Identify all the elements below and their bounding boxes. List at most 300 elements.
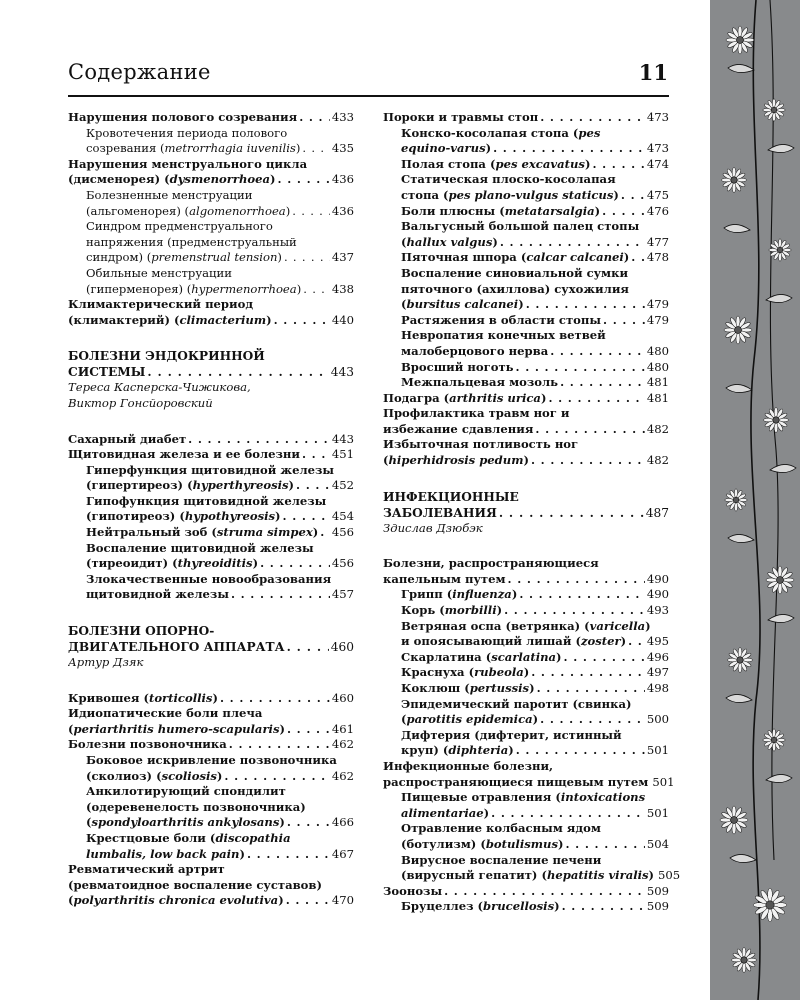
page-ref: 498	[646, 681, 669, 695]
entry-line	[86, 494, 354, 510]
latin-term: struma simpex	[216, 525, 313, 540]
leaf-icon	[766, 294, 792, 302]
toc-subentry	[383, 650, 669, 666]
entry-text: (климактерий) (	[68, 312, 180, 327]
entry-last-line	[86, 141, 354, 157]
latin-term: hypothyreosis	[184, 509, 276, 524]
entry-text: )	[239, 846, 245, 861]
entry-line	[86, 753, 354, 769]
entry-text: Подагра (	[383, 390, 450, 405]
entry-text: (	[401, 712, 407, 727]
entry-text: Гиперфункция щитовидной железы	[86, 462, 335, 477]
dot-leader	[603, 313, 645, 329]
entry-text: Скарлатина (	[401, 649, 492, 664]
entry-last-line	[401, 634, 669, 650]
entry-text: Корь (	[401, 603, 445, 618]
latin-term: hallux valgus	[406, 234, 493, 249]
entry-last-line	[383, 505, 669, 521]
dot-leader	[566, 837, 645, 853]
toc-subentry	[68, 219, 354, 266]
section-heading	[68, 623, 354, 655]
page-ref: 476	[646, 203, 669, 218]
entry-title	[401, 837, 564, 853]
entry-text: Болезненные менструации	[86, 187, 253, 202]
entry-title	[401, 375, 558, 391]
leaf-icon	[770, 464, 796, 472]
toc-entry	[68, 706, 354, 737]
entry-title	[401, 806, 489, 822]
entry-title	[68, 364, 145, 380]
toc-subentry	[383, 603, 669, 619]
latin-term: hepatitis viralis	[546, 868, 649, 883]
entry-text: Грипп (	[401, 587, 453, 602]
entry-text: Отравление колбасным ядом	[401, 821, 601, 836]
entry-text: Бруцеллез (	[401, 899, 484, 914]
latin-term: diphteria	[448, 743, 509, 758]
entry-title	[86, 204, 290, 220]
dot-leader	[516, 360, 645, 376]
stem-icon	[751, 0, 760, 1000]
toc-subentry	[68, 753, 354, 784]
flower-center-icon	[737, 37, 744, 44]
entry-title	[401, 344, 548, 360]
entry-text: Вросший ноготь	[401, 359, 514, 374]
entry-last-line	[86, 769, 354, 785]
entry-text: )	[529, 681, 535, 695]
toc-entry	[383, 391, 669, 407]
entry-title	[86, 525, 318, 541]
flower-center-icon	[766, 901, 774, 909]
dot-leader	[188, 432, 330, 448]
toc-subentry	[68, 541, 354, 572]
dot-leader	[560, 375, 645, 391]
entry-text: )	[285, 203, 291, 218]
page-ref: 475	[646, 187, 669, 202]
entry-last-line	[86, 282, 354, 298]
dot-leader	[287, 639, 329, 655]
page-ref: 470	[331, 893, 354, 908]
latin-term: discopathia	[215, 830, 291, 845]
page-ref: 435	[331, 141, 354, 156]
flower-center-icon	[771, 107, 777, 113]
latin-term: pes excavatus	[495, 156, 585, 171]
page-ref: 462	[331, 737, 354, 752]
floral-botanical-illustration-icon	[710, 0, 800, 1000]
toc-subentry	[383, 204, 669, 220]
entry-text: синдром) (	[86, 250, 152, 265]
entry-text: Избыточная потливость ног	[383, 437, 579, 452]
entry-last-line	[401, 743, 669, 759]
dot-leader	[274, 313, 330, 329]
dot-leader	[283, 509, 330, 525]
toc-subentry	[383, 619, 669, 650]
entry-text: )	[270, 172, 276, 187]
dot-leader	[499, 505, 644, 521]
entry-text: ЗАБОЛЕВАНИЯ	[383, 505, 497, 520]
entry-text: Анкилотирующий спондилит	[86, 784, 286, 799]
section-authors	[383, 521, 669, 537]
entry-text: Межпальцевая мозоль	[401, 375, 559, 390]
page-title: Содержание	[68, 60, 211, 84]
entry-last-line	[68, 722, 354, 738]
entry-line	[401, 126, 669, 142]
entry-last-line	[401, 250, 669, 266]
latin-term: pes	[578, 125, 601, 140]
entry-text: малоберцового нерва	[401, 343, 549, 358]
entry-line	[401, 697, 669, 713]
entry-text: Профилактика травм ног и	[383, 406, 570, 421]
dot-leader	[229, 737, 330, 753]
entry-last-line	[68, 313, 354, 329]
entry-line	[401, 172, 669, 188]
entry-title	[401, 141, 491, 157]
entry-line	[401, 328, 669, 344]
toc-subentry	[383, 790, 669, 821]
entry-last-line	[86, 815, 354, 831]
entry-text: (ревматоидное воспаление суставов)	[68, 877, 322, 892]
page-ref: 479	[646, 297, 669, 312]
dot-leader	[320, 525, 330, 541]
entry-text: )	[558, 836, 564, 851]
entry-last-line	[383, 391, 669, 407]
entry-text: (гипотиреоз) (	[86, 509, 185, 524]
entry-line	[86, 784, 354, 800]
latin-term: parotitis epidemica	[406, 712, 533, 727]
entry-title	[401, 297, 524, 313]
toc-subentry	[383, 219, 669, 250]
dot-leader	[231, 587, 330, 603]
entry-last-line	[401, 868, 681, 884]
entry-last-line	[86, 478, 354, 494]
entry-text: )	[554, 899, 560, 914]
entry-last-line	[68, 447, 354, 463]
entry-text: Болезни, распространяющиеся	[383, 556, 599, 571]
section-gap	[68, 671, 354, 691]
entry-text: )	[645, 618, 651, 633]
dot-leader	[537, 681, 645, 697]
entry-last-line	[383, 453, 669, 469]
entry-text: )	[485, 141, 492, 156]
toc-subentry	[383, 821, 669, 852]
latin-term: pes plano-vulgus staticus	[448, 187, 614, 202]
entry-title	[401, 712, 538, 728]
flower-center-icon	[731, 817, 738, 824]
entry-line	[86, 266, 354, 282]
entry-text: (	[68, 893, 74, 908]
entry-last-line	[68, 172, 354, 188]
dot-leader	[602, 204, 645, 220]
page-ref: 436	[331, 172, 354, 187]
entry-line	[401, 219, 669, 235]
latin-term: pertussis	[469, 681, 530, 695]
entry-text: )	[496, 603, 503, 618]
dot-leader	[508, 572, 645, 588]
entry-last-line	[401, 665, 669, 681]
entry-text: )	[266, 312, 272, 327]
entry-title	[86, 141, 300, 157]
entry-text: Вальгусный большой палец стопы	[401, 219, 640, 234]
dot-leader	[531, 665, 645, 681]
entry-title	[401, 665, 529, 681]
entry-text: Злокачественные новообразования	[86, 571, 332, 586]
entry-text: Конско-косолапая стопа (	[401, 125, 579, 140]
entry-last-line	[86, 525, 354, 541]
dot-leader	[519, 587, 645, 603]
entry-text: )	[584, 156, 591, 171]
latin-term: hiperhidrosis pedum	[388, 453, 524, 468]
leaf-icon	[730, 854, 756, 862]
page-ref: 490	[646, 571, 669, 586]
toc-entry	[68, 432, 354, 448]
entry-text: Растяжения в области стопы	[401, 312, 602, 327]
dot-leader	[531, 453, 645, 469]
section-authors	[68, 380, 354, 411]
entry-text: избежание сдавления	[383, 421, 534, 436]
entry-text: Воспаление щитовидной железы	[86, 540, 314, 555]
latin-term: influenza	[452, 587, 512, 602]
latin-term: hypermenorrhoea	[191, 281, 297, 296]
entry-text: Гипофункция щитовидной железы	[86, 493, 327, 508]
entry-last-line	[86, 250, 354, 266]
section-gap	[383, 536, 669, 556]
entry-text: Полая стопа (	[401, 156, 496, 171]
entry-title	[86, 250, 282, 266]
page-ref: 497	[646, 665, 669, 680]
entry-text: капельным путем	[383, 571, 506, 586]
toc-subentry	[383, 250, 669, 266]
page-ref: 482	[646, 421, 669, 436]
entry-text: Нарушения полового созревания	[68, 110, 298, 124]
section-heading	[68, 348, 354, 380]
entry-line	[401, 728, 669, 744]
entry-text: )	[540, 390, 547, 405]
entry-last-line	[383, 774, 675, 791]
entry-text: )	[279, 721, 285, 736]
toc-subentry	[68, 525, 354, 541]
entry-text: )	[523, 453, 529, 468]
entry-text: Инфекционные болезни,	[383, 758, 554, 773]
entry-last-line	[401, 235, 669, 251]
entry-title	[383, 775, 648, 791]
dot-leader	[631, 250, 645, 266]
entry-text: )	[648, 868, 655, 883]
leaf-icon	[726, 384, 752, 392]
dot-leader	[628, 634, 645, 650]
entry-last-line	[86, 847, 354, 863]
entry-title	[383, 422, 533, 438]
entry-last-line	[401, 650, 669, 666]
entry-title	[401, 188, 619, 204]
entry-line	[86, 541, 354, 557]
entry-text: (ботулизм) (	[401, 836, 486, 851]
latin-term: spondyloarthritis ankylosans	[91, 815, 280, 830]
entry-text: (	[401, 234, 407, 249]
entry-title	[86, 847, 245, 863]
entry-last-line	[401, 344, 669, 360]
entry-last-line	[68, 110, 354, 126]
page-ref: 466	[331, 815, 354, 830]
entry-last-line	[86, 509, 354, 525]
latin-term: scarlatina	[491, 649, 557, 664]
entry-text: ДВИГАТЕЛЬНОГО АППАРАТА	[68, 640, 285, 655]
toc-subentry	[383, 681, 669, 697]
entry-title	[86, 587, 229, 603]
entry-text: )	[279, 815, 285, 830]
flower-center-icon	[733, 497, 739, 503]
dot-leader	[540, 110, 645, 126]
entry-line	[68, 706, 354, 722]
page-number: 11	[638, 60, 668, 85]
entry-line	[401, 790, 669, 806]
page-ref: 504	[646, 836, 669, 851]
entry-line	[86, 572, 354, 588]
latin-term: dysmenorrhoea	[169, 172, 271, 187]
page-ref: 501	[652, 774, 675, 789]
entry-title	[68, 447, 300, 463]
entry-title	[68, 691, 218, 707]
entry-title	[401, 743, 514, 759]
entry-text: (тиреоидит) (	[86, 556, 178, 571]
entry-text: (	[401, 297, 407, 312]
entry-last-line	[86, 556, 354, 572]
page-ref: 482	[646, 453, 669, 468]
entry-title	[401, 603, 502, 619]
entry-text: )	[252, 556, 259, 571]
dot-leader	[303, 282, 330, 298]
entry-text: Крестцовые боли (	[86, 830, 216, 845]
dot-leader	[444, 884, 645, 900]
entry-text: Невропатия конечных ветвей	[401, 328, 606, 343]
entry-title	[68, 172, 276, 188]
dot-leader	[302, 447, 330, 463]
toc-subentry	[383, 852, 681, 884]
page-ref: 496	[646, 649, 669, 664]
page-ref: 479	[646, 312, 669, 327]
entry-line	[401, 282, 669, 298]
toc-subentry	[68, 188, 354, 219]
entry-title	[383, 453, 529, 469]
entry-line	[86, 235, 354, 251]
dot-leader	[287, 815, 330, 831]
entry-text: СИСТЕМЫ	[68, 365, 146, 380]
entry-text: стопа (	[401, 187, 449, 202]
entry-text: Пороки и травмы стоп	[383, 110, 539, 124]
entry-title	[401, 360, 514, 376]
entry-text: Дифтерия (дифтерит, истинный	[401, 727, 622, 742]
entry-last-line	[383, 884, 669, 900]
toc-entry	[68, 157, 354, 188]
toc-subentry	[383, 899, 669, 915]
dot-leader	[592, 157, 644, 173]
entry-last-line	[86, 587, 354, 603]
entry-line	[86, 800, 354, 816]
toc-subentry	[383, 172, 669, 203]
latin-term: zoster	[580, 634, 621, 649]
entry-title	[68, 432, 186, 448]
entry-title	[401, 650, 562, 666]
entry-text: )	[594, 203, 601, 218]
author-line: Здислав Дзюбэк	[383, 520, 483, 535]
latin-term: botulismus	[485, 836, 558, 851]
latin-term: climacterium	[179, 312, 267, 327]
page-ref: 454	[331, 509, 354, 524]
entry-text: созревания (	[86, 141, 165, 156]
page-ref: 481	[646, 390, 669, 405]
section-gap	[68, 412, 354, 432]
entry-text: (альгоменорея) (	[86, 203, 190, 218]
header-rule	[68, 95, 669, 97]
entry-line	[383, 489, 669, 505]
leaf-icon	[728, 534, 754, 542]
entry-text: Нарушения менструального цикла	[68, 156, 308, 171]
entry-text: Вирусное воспаление печени	[401, 852, 602, 867]
entry-text: Краснуха (	[401, 665, 475, 680]
entry-text: Боли плюсны (	[401, 203, 505, 218]
latin-term: rubeola	[474, 665, 524, 680]
dot-leader	[292, 204, 330, 220]
entry-text: Климактерический период	[68, 297, 254, 312]
latin-term: hyperthyreosis	[192, 478, 289, 493]
entry-text: Кровотечения периода полового	[86, 125, 288, 140]
latin-term: alimentariae	[401, 805, 484, 820]
latin-term: metatarsalgia	[504, 203, 595, 218]
page-ref: 456	[331, 556, 354, 571]
entry-text: )	[532, 712, 539, 727]
entry-text: (	[86, 815, 92, 830]
entry-title	[401, 899, 560, 915]
entry-text: )	[623, 250, 630, 265]
entry-line	[383, 556, 669, 572]
toc-column-right	[383, 110, 681, 915]
section-authors	[68, 655, 354, 671]
entry-title	[68, 313, 272, 329]
entry-line	[68, 623, 354, 639]
entry-line	[68, 157, 354, 173]
entry-title	[401, 587, 517, 603]
leaf-icon	[768, 144, 794, 152]
entry-text: Воспаление синовиальной сумки	[401, 265, 629, 280]
entry-text: )	[523, 665, 530, 680]
page-ref: 457	[331, 587, 354, 602]
page-ref: 493	[646, 603, 669, 618]
page-ref: 436	[331, 203, 354, 218]
entry-text: БОЛЕЗНИ ЭНДОКРИННОЙ	[68, 349, 265, 364]
flower-center-icon	[771, 737, 777, 743]
entry-text: Кривошея (	[68, 690, 149, 705]
dot-leader	[287, 722, 330, 738]
entry-text: (одеревенелость позвоночника)	[86, 799, 306, 814]
entry-text: )	[511, 587, 518, 602]
author-line: Виктор Гонсйоровский	[68, 395, 213, 410]
toc-subentry	[68, 572, 354, 603]
page-ref: 467	[331, 846, 354, 861]
entry-last-line	[68, 639, 354, 655]
entry-line	[401, 821, 669, 837]
toc-entry	[68, 110, 354, 126]
toc-subentry	[383, 313, 669, 329]
page-ref: 481	[646, 375, 669, 390]
page-ref: 460	[331, 690, 354, 705]
dot-leader	[526, 297, 645, 313]
dot-leader	[224, 769, 329, 785]
entry-last-line	[401, 204, 669, 220]
entry-last-line	[68, 691, 354, 707]
toc-entry	[68, 737, 354, 753]
page-ref: 478	[646, 250, 669, 265]
entry-line	[383, 437, 669, 453]
entry-title	[401, 681, 535, 697]
latin-term: arthritis urica	[449, 390, 541, 405]
